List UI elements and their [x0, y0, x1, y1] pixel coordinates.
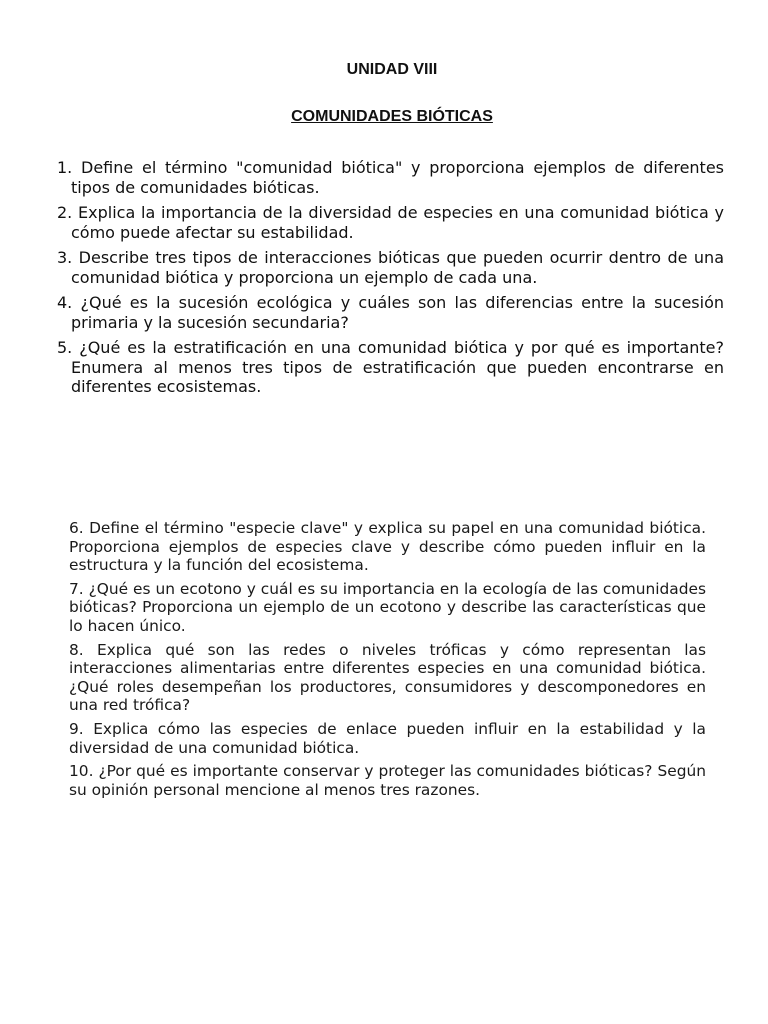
question-text: ¿Qué es la estratificación en una comunidad biótica y por qué es importante? Enumera al menos tres tipos de estratificación que pueden encontrarse en diferentes ecosistemas.: [71, 338, 724, 396]
question-item: [57, 338, 724, 397]
question-text: ¿Qué es la sucesión ecológica y cuáles son las diferencias entre la sucesión primaria y la sucesión secundaria?: [71, 293, 724, 332]
question-item: [57, 203, 724, 242]
question-number: 1.: [57, 158, 73, 177]
question-text: Describe tres tipos de interacciones bióticas que pueden ocurrir dentro de una comunidad biótica y proporciona un ejemplo de cada una.: [71, 248, 724, 287]
question-text: Define el término "comunidad biótica" y proporciona ejemplos de diferentes tipos de comunidades bióticas.: [71, 158, 724, 197]
question-number: 3.: [57, 248, 73, 267]
question-number: 5.: [57, 338, 73, 357]
question-item: 9. Explica cómo las especies de enlace pueden influir en la estabilidad y la diversidad de una comunidad biótica.: [69, 719, 706, 757]
question-item: 10. ¿Por qué es importante conservar y proteger las comunidades bióticas? Según su opinión personal mencione al menos tres razones.: [69, 762, 706, 799]
question-number: 4.: [57, 293, 73, 312]
questions-list-part2: [69, 519, 706, 804]
question-item: 6. Define el término "especie clave" y explica su papel en una comunidad biótica. Proporciona ejemplos de especies clave y describe cómo pueden influir en la estructura y la función del ecosistema.: [69, 519, 706, 575]
question-item: 8. Explica qué son las redes o niveles tróficas y cómo representan las interacciones alimentarias entre diferentes especies en una comunidad biótica. ¿Qué roles desempeñan los productores, consumidores y descomponedores en una red trófica?: [69, 640, 706, 715]
question-text: Explica la importancia de la diversidad de especies en una comunidad biótica y cómo puede afectar su estabilidad.: [71, 203, 724, 242]
question-item: [57, 158, 724, 197]
questions-list-part1: [57, 158, 724, 403]
section-title: COMUNIDADES BIÓTICAS: [291, 108, 493, 125]
unit-title: UNIDAD VIII: [346, 61, 438, 78]
question-item: [57, 248, 724, 287]
question-item: [57, 293, 724, 332]
question-number: 2.: [57, 203, 73, 222]
question-item: 7. ¿Qué es un ecotono y cuál es su importancia en la ecología de las comunidades bióticas? Proporciona un ejemplo de un ecotono y describe las características que lo hacen único.: [69, 579, 706, 635]
